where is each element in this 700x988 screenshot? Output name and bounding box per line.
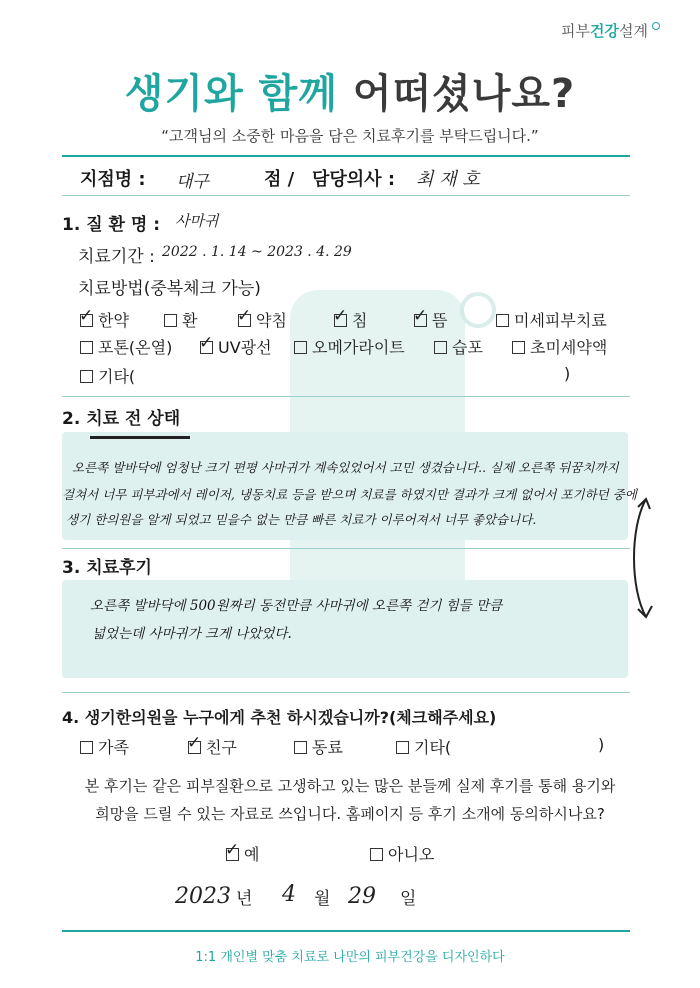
checkbox[interactable]: [164, 314, 177, 327]
page-title: [0, 62, 700, 119]
brand-dot-icon: [652, 22, 660, 30]
brand-highlight: 건강: [590, 22, 620, 40]
section1-heading: 1. 질 환 명 :: [62, 215, 161, 235]
review-line: 넓었는데 사마귀가 크게 나았었다.: [92, 626, 292, 642]
divider: [62, 155, 630, 157]
period-value[interactable]: 2022 . 1. 14 ~ 2023 . 4. 29: [162, 244, 352, 260]
method-option-yakchim[interactable]: ✓ 약침: [238, 308, 287, 331]
date-day-unit: 일: [400, 889, 417, 909]
period-label: 치료기간 :: [78, 247, 155, 267]
doctor-label: 담당의사 :: [312, 169, 396, 190]
disease-value[interactable]: 사마귀: [175, 212, 219, 230]
checkbox[interactable]: [294, 341, 307, 354]
branch-label: 지점명 :: [80, 169, 146, 190]
page-subtitle: “고객님의 소중한 마음을 담은 치료후기를 부탁드립니다.”: [161, 127, 539, 145]
method-option-photon[interactable]: 포톤(온열): [80, 335, 172, 358]
recommend-option-colleague[interactable]: 동료: [294, 735, 343, 758]
date-month-unit: 월: [314, 889, 331, 909]
checkbox-checked[interactable]: [80, 314, 93, 327]
branch-value[interactable]: 대구: [176, 172, 209, 192]
method-option-tteum[interactable]: ✓ 뜸: [414, 308, 447, 331]
checkbox-checked[interactable]: [414, 314, 427, 327]
checkbox-checked[interactable]: [200, 341, 213, 354]
title-part1: 생기와 함께: [124, 71, 338, 117]
divider: [62, 692, 630, 693]
brand-suffix: 설계: [619, 22, 648, 40]
divider: [62, 930, 630, 932]
method-option-hanyak[interactable]: ✓한약: [80, 308, 129, 331]
curved-arrow-icon: [628, 493, 664, 623]
method-label: 치료방법(중복체크 가능): [78, 279, 261, 299]
method-option-seuppo[interactable]: 습포: [434, 335, 483, 358]
consent-no[interactable]: 아니오: [370, 842, 434, 865]
checkbox-checked[interactable]: [226, 848, 239, 861]
checkbox[interactable]: [512, 341, 525, 354]
date-year[interactable]: 2023: [175, 884, 231, 909]
divider: [62, 396, 630, 397]
etc-close-paren: ): [564, 364, 571, 383]
before-state-line: 걸쳐서 너무 피부과에서 레이저, 냉동치료 등을 받으며 치료를 하였지만 결과가 크게 없어서 포기하던 중에: [62, 487, 637, 502]
checkbox-checked[interactable]: [188, 741, 201, 754]
brand-prefix: 피부: [561, 22, 591, 40]
checkbox[interactable]: [370, 848, 383, 861]
divider: [62, 548, 630, 549]
recommend-option-etc[interactable]: 기타(: [396, 735, 451, 758]
section3-heading: 3. 치료후기: [62, 558, 152, 578]
recommend-option-family[interactable]: 가족: [80, 735, 129, 758]
consent-line: 희망을 드릴 수 있는 자료로 쓰입니다. 홈페이지 등 후기 소개에 동의하시나요?: [95, 805, 605, 823]
method-option-etc[interactable]: 기타(: [80, 364, 135, 387]
checkbox[interactable]: [80, 341, 93, 354]
checkbox[interactable]: [80, 370, 93, 383]
watermark-circle: [460, 292, 496, 328]
checkbox[interactable]: [294, 741, 307, 754]
brand-logo: [561, 20, 648, 41]
title-part2: 어떠셨나요?: [352, 71, 576, 117]
method-option-chim[interactable]: ✓ 침: [334, 308, 367, 331]
before-state-line: 생기 한의원을 알게 되었고 믿을수 없는 만큼 빠른 치료가 이루어져서 너무 좋았습니다.: [66, 512, 537, 527]
method-option-uv[interactable]: ✓ UV광선: [200, 335, 272, 358]
consent-yes[interactable]: ✓예: [226, 842, 259, 865]
checkbox[interactable]: [434, 341, 447, 354]
date-day[interactable]: 29: [348, 884, 376, 909]
divider: [62, 195, 630, 196]
branch-suffix: 점 /: [264, 169, 295, 190]
checkbox-checked[interactable]: [238, 314, 251, 327]
before-state-line: 오른쪽 발바닥에 엄청난 크기 편평 사마귀가 계속있었어서 고민 생겼습니다.. 실제 오른쪽 뒤꿈치까지: [72, 460, 619, 475]
checkbox[interactable]: [496, 314, 509, 327]
footer-slogan: 1:1 개인별 맞춤 치료로 나만의 피부건강을 디자인하다: [195, 950, 505, 965]
method-option-ultrafine[interactable]: 초미세약액: [512, 335, 607, 358]
checkbox[interactable]: [80, 741, 93, 754]
strikethrough-scribble: [90, 436, 190, 449]
method-option-omega[interactable]: 오메가라이트: [294, 335, 405, 358]
recommend-option-friend[interactable]: ✓ 친구: [188, 735, 237, 758]
review-line: 오른쪽 발바닥에 500원짜리 동전만큼 사마귀에 오른쪽 걷기 힘들 만큼: [90, 598, 503, 614]
date-month[interactable]: 4: [282, 882, 296, 907]
method-option-micro-skin[interactable]: 미세피부치료: [496, 308, 607, 331]
doctor-value[interactable]: 최 재 호: [416, 169, 480, 190]
checkbox-checked[interactable]: [334, 314, 347, 327]
section2-heading: 2. 치료 전 상태: [62, 409, 181, 429]
consent-line: 본 후기는 같은 피부질환으로 고생하고 있는 많은 분들께 실제 후기를 통해 용기와: [84, 777, 616, 795]
section4-heading: 4. 생기한의원을 누구에게 추천 하시겠습니까?(체크해주세요): [62, 708, 497, 727]
date-year-unit: 년: [236, 889, 253, 909]
checkbox[interactable]: [396, 741, 409, 754]
etc-close-paren: ): [598, 735, 605, 754]
method-option-hwan[interactable]: 환: [164, 308, 197, 331]
